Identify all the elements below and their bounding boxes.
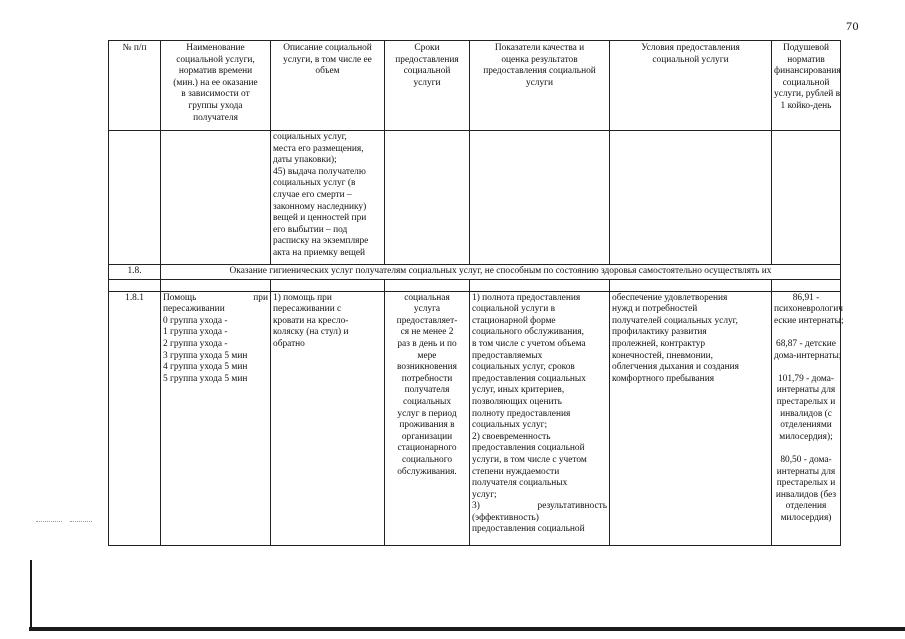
scan-border-bottom — [29, 627, 905, 631]
text-line: стационарной форме — [472, 315, 556, 326]
financing-line: 86,91 - — [792, 292, 820, 303]
text-line: социальных услуг (в — [273, 178, 356, 189]
text-line: потребности — [401, 373, 453, 384]
text-line: комфортного пребывания — [612, 373, 715, 384]
text-line: социальной услуги в — [472, 304, 555, 315]
text-line: 1) помощь при — [273, 292, 332, 303]
financing-line: дома-интернаты; — [774, 350, 842, 361]
text-line: вещей и ценностей при — [273, 213, 367, 224]
text-line: получателей социальных услуг, — [612, 315, 738, 326]
continuation-row — [109, 131, 841, 265]
text-line: социальная — [404, 292, 450, 303]
text-line: даты упаковки); — [273, 155, 337, 166]
text-line: 0 группа ухода - — [163, 315, 228, 326]
header-line: Описание социальной — [283, 43, 372, 53]
header-line: социальной — [403, 66, 451, 77]
page-number: 70 — [846, 19, 859, 33]
financing-line: 80,50 - дома- — [780, 454, 832, 465]
header-line: Наименование — [186, 43, 245, 53]
text-line: 1 группа ухода - — [163, 327, 228, 338]
text-line: 3 группа ухода 5 мин — [163, 350, 248, 361]
header-line: объем — [315, 66, 340, 77]
text-line: предоставления социальных — [472, 373, 586, 384]
text-line: социального обслуживания, — [472, 327, 584, 338]
text-line: обратно — [273, 338, 305, 349]
text-line: кровати на кресло- — [273, 315, 349, 326]
text-line: раз в день и по — [397, 338, 457, 349]
financing-line: отделениями — [780, 420, 832, 431]
text-line: пересаживании с — [273, 304, 342, 315]
text-line: степени нуждаемости — [472, 466, 560, 477]
header-line: норматив времени — [178, 66, 253, 77]
financing-line: инвалидов (с — [780, 408, 832, 419]
financing-line: интернаты для — [776, 466, 836, 477]
row-conditions — [610, 291, 772, 545]
text-line: (эффективность) — [472, 512, 539, 523]
text-word: 3) — [472, 501, 480, 512]
text-line: предоставления социальной — [472, 524, 585, 535]
text-line: услуг, иных критериев, — [472, 385, 565, 396]
header-line: Условия предоставления — [641, 43, 740, 53]
text-line: возникновения — [397, 362, 457, 373]
text-line: проживания в — [399, 420, 455, 431]
text-line: предоставляет- — [396, 315, 458, 326]
text-line: социальных услуг, — [273, 132, 347, 142]
header-line: группы ухода — [188, 100, 243, 111]
financing-line: психоневрологич — [774, 304, 844, 315]
header-description — [271, 41, 385, 131]
text-line: 2) своевременность — [472, 431, 551, 442]
text-line: услуг в период — [397, 408, 457, 419]
header-line: Показатели качества и — [494, 43, 585, 53]
text-line: коляску (на стул) и — [273, 327, 349, 338]
row-quality — [470, 291, 610, 545]
text-line: социальных услуг; — [472, 420, 548, 431]
header-quality — [470, 41, 610, 131]
text-line: предоставления социальной — [472, 443, 585, 454]
financing-line: отделения — [785, 501, 827, 512]
header-line: Сроки — [414, 43, 440, 53]
text-line: мере — [417, 350, 437, 361]
header-financing — [772, 41, 841, 131]
header-line: Подушевой — [782, 43, 830, 53]
text-line: услуги, в том числе с учетом — [472, 454, 587, 465]
text-line: облегчения дыхания и создания — [612, 362, 739, 373]
text-line: социального — [401, 454, 453, 465]
row-description — [271, 291, 385, 545]
row-service-name — [161, 291, 271, 545]
header-line: получателя — [193, 112, 238, 123]
text-line: пересаживании — [163, 304, 225, 315]
financing-line: милосердия); — [779, 431, 833, 442]
header-line: социальной услуги, — [176, 54, 255, 65]
text-word: результативность — [537, 501, 607, 512]
header-line: социальной — [782, 77, 830, 88]
financing-line: престарелых и — [776, 396, 836, 407]
financing-line: 101,79 - дома- — [777, 373, 835, 384]
text-line: получателя социальных — [472, 478, 568, 489]
header-terms — [385, 41, 470, 131]
text-line: его выбытии – под — [273, 224, 348, 235]
text-line: 45) выдача получателю — [273, 166, 366, 177]
financing-line: 68,87 - детские — [776, 338, 836, 349]
text-line: обеспечение удовлетворения — [612, 292, 728, 303]
text-line: в том числе с учетом объема — [472, 338, 586, 349]
table-row — [109, 291, 841, 545]
text-line: организации — [401, 431, 453, 442]
section-row — [109, 265, 841, 280]
header-line: социальной услуги — [652, 54, 729, 65]
table-header-row — [109, 41, 841, 131]
row-number: 1.8.1 — [109, 291, 161, 545]
header-line: норматив — [787, 54, 825, 65]
financing-line: милосердия) — [780, 512, 832, 523]
header-line: услуги — [525, 77, 554, 88]
header-line: в зависимости от — [181, 89, 250, 100]
financing-line: престарелых и — [776, 478, 836, 489]
text-line: 2 группа ухода - — [163, 338, 228, 349]
scan-mark — [36, 521, 62, 522]
header-line: 1 койко-день — [780, 100, 832, 111]
text-line: пролежней, контрактур — [612, 338, 706, 349]
header-line: предоставления социальной — [483, 66, 596, 77]
header-line: услуги, рублей в — [774, 89, 841, 100]
continuation-description — [271, 131, 385, 265]
header-line: (мин.) на ее оказание — [173, 77, 258, 88]
header-number — [109, 41, 161, 131]
text-word: Помощь — [163, 292, 197, 303]
financing-line: инвалидов (без — [775, 489, 837, 500]
header-service-name — [161, 41, 271, 131]
text-line: услуг; — [472, 489, 497, 500]
text-line: 4 группа ухода 5 мин — [163, 362, 248, 373]
text-line: обслуживания. — [397, 466, 457, 477]
financing-line: еские интернаты; — [774, 315, 844, 326]
text-line: позволяющих оценить — [472, 396, 562, 407]
section-number: 1.8. — [109, 265, 161, 280]
text-line: места его размещения, — [273, 143, 364, 154]
text-line: расписку на экземпляре — [273, 236, 369, 247]
social-services-table — [108, 40, 844, 546]
section-title: Оказание гигиенических услуг получателям социальных услуг, не способным по состоянию здоровья самостоятельно осуществлять их — [161, 265, 841, 280]
scan-mark — [70, 521, 92, 522]
text-line: 5 группа ухода 5 мин — [163, 373, 248, 384]
text-line: 1) полнота предоставления — [472, 292, 581, 303]
text-line: услуга — [413, 304, 441, 315]
row-financing — [772, 291, 844, 545]
text-line: социальных — [402, 396, 452, 407]
text-line: профилактику развития — [612, 327, 707, 338]
text-word: при — [253, 292, 268, 303]
header-line: услуги — [413, 77, 441, 88]
header-conditions — [610, 41, 772, 131]
text-line: полноту предоставления — [472, 408, 571, 419]
header-line: № п/п — [122, 43, 147, 53]
header-line: предоставления — [395, 54, 459, 65]
scan-border-left — [30, 560, 32, 628]
text-line: стационарного — [397, 443, 457, 454]
text-line: получателя — [404, 385, 450, 396]
header-line: услуги, в том числе ее — [283, 54, 372, 65]
header-line: оценка результатов — [501, 54, 578, 65]
text-line: предоставляемых — [472, 350, 543, 361]
text-line: ся не менее 2 — [400, 327, 454, 338]
text-line: конечностей, пневмонии, — [612, 350, 713, 361]
text-line: случае его смерти – — [273, 189, 352, 200]
row-terms — [385, 291, 470, 545]
text-line: нужд и потребностей — [612, 304, 698, 315]
text-line: акта на приемку вещей — [273, 247, 366, 258]
text-line: социальных услуг, сроков — [472, 362, 575, 373]
header-line: финансирования — [774, 66, 841, 77]
text-line: законному наследнику) — [273, 201, 367, 212]
financing-line: интернаты для — [776, 385, 836, 396]
